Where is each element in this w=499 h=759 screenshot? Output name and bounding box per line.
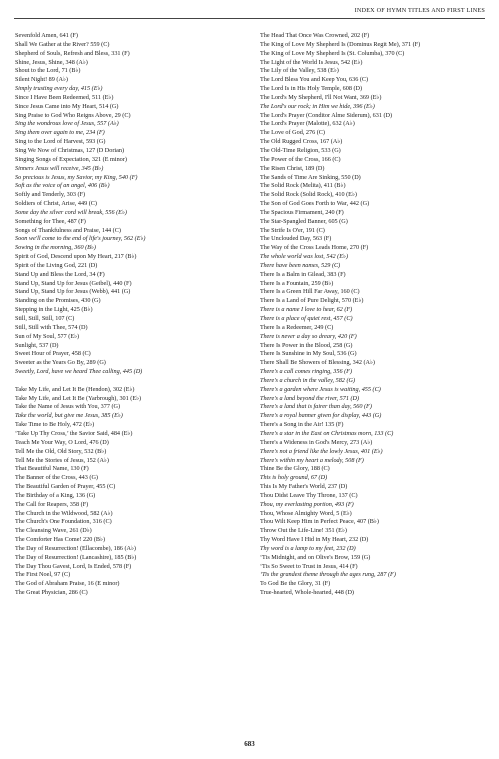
index-entry-title: Take My Life, and Let It Be (Yarbrough), 301 (E♭) [15,394,142,402]
index-entry-title: The Unclouded Day, 563 (F) [260,235,332,243]
index-entry-first-line: Sinners Jesus will receive, 345 (B♭) [15,164,104,172]
section-gap [15,377,240,386]
index-entry-title: Throw Out the Life-Line! 351 (E♭) [260,527,347,535]
index-entry-title: The Risen Christ, 189 (D) [260,164,325,172]
index-entry-title: ‘Tis Midnight, and on Olive's Brow, 159 (G) [260,553,371,561]
index-entry-title: Sing to the Lord of Harvest, 593 (G) [15,138,106,146]
running-header: INDEX OF HYMN TITLES AND FIRST LINES [354,7,485,14]
index-entry-first-line: There's a church in the valley, 582 (G) [260,376,356,384]
index-entry-first-line: There is never a day so dreary, 420 (F) [260,332,357,340]
index-entry-title: Songs of Thankfulness and Praise, 144 (C) [15,226,121,234]
index-entry-title: There Is Sunshine in My Soul, 536 (G) [260,350,357,358]
index-entry-title: Softly and Tenderly, 303 (F) [15,191,86,199]
index-entry-first-line: The Lord's our rock; in Him we hide, 396 (E♭) [260,102,375,110]
index-entry-title: Standing on the Promises, 430 (G) [15,297,101,305]
index-entry-title: The Beautiful Garden of Prayer, 455 (C) [15,483,116,491]
index-entry-first-line: There's a land beyond the river, 571 (D) [260,394,360,402]
index-entry-title: Sing We Now of Christmas, 127 (D Dorian) [15,146,125,154]
index-entry-title: Silent Night! 89 (A♭) [15,76,68,84]
index-column-left [15,32,240,598]
index-entry-title: Tell Me the Old, Old Story, 532 (B♭) [15,447,107,455]
index-entry-first-line: Sing the wondrous love of Jesus, 557 (A♭) [15,120,119,128]
index-entry-title: The Cleansing Wave, 261 (D♭) [15,527,92,535]
index-entry-title: Take the Name of Jesus with You, 377 (G) [15,403,121,411]
index-entry-title: Shout to the Lord, 71 (B♭) [15,67,81,75]
index-entry-title: The Love of God, 276 (C) [260,129,325,137]
index-entry-title: The Day of Resurrection! (Lancashire), 185 (B♭) [15,553,137,561]
index-entry-title: Stand Up, Stand Up for Jesus (Geibel), 440 (F) [15,279,132,287]
index-entry-title: Since I Have Been Redeemed, 511 (E♭) [15,93,114,101]
index-entry-title: The Great Physician, 286 (C) [15,589,88,597]
index-entry-first-line: There have been names, 529 (C) [260,261,341,269]
index-entry-title: The Light of the World Is Jesus, 542 (E♭) [260,58,363,66]
index-entry-title: There Shall Be Showers of Blessing, 342 (A♭) [260,359,375,367]
index-entry-title: Something for Thee, 487 (F) [15,217,86,225]
index-entry-title: The Lord's Prayer (Malotte), 632 (A♭) [260,120,355,128]
index-entry-title: That Beautiful Name, 130 (F) [15,465,89,473]
index-entry-title: The Banner of the Cross, 443 (G) [15,474,98,482]
index-entry-title: The Way of the Cross Leads Home, 270 (F) [260,244,369,252]
index-entry-title: Since Jesus Came into My Heart, 514 (G) [15,102,119,110]
index-entry-title: The Lord Bless You and Keep You, 636 (C) [260,76,369,84]
index-entry-title: There's a Wideness in God's Mercy, 273 (A♭) [260,438,373,446]
index-entry-title: Shine, Jesus, Shine, 348 (A♭) [15,58,88,66]
index-entry-first-line: So precious is Jesus, my Savior, my King, 540 (F) [15,173,138,181]
index-entry-title: There's a Song in the Air! 135 (F) [260,421,344,429]
index-entry-first-line: Thy word is a lamp to my feet, 232 (D) [260,544,356,552]
index-entry-first-line: Take the world, but give me Jesus, 385 (E♭) [15,412,123,420]
index-entry-title: Sweeter as the Years Go By, 289 (G) [15,359,106,367]
index-entry-title: The First Noel, 97 (C) [15,571,71,579]
index-column-right [260,32,485,598]
index-entry-title: Thy Word Have I Hid in My Heart, 232 (D) [260,536,369,544]
index-entry-title: Sing Praise to God Who Reigns Above, 29 (C) [15,111,131,119]
index-entry-first-line: Soft as the voice of an angel, 406 (B♭) [15,182,110,190]
index-entry-title: Thou Didst Leave Thy Throne, 137 (C) [260,491,358,499]
index-entry-title: The Sands of Time Are Sinking, 550 (D) [260,173,361,181]
index-entry-first-line: There is a place of quiet rest, 457 (C) [260,315,353,322]
index-entry-title: There Is Power in the Blood, 258 (G) [260,341,353,349]
index-entry-first-line: There's a garden where Jesus is waiting, 455 (C) [260,385,381,393]
index-entry-title: Sweet Hour of Prayer, 458 (C) [15,350,91,358]
index-entry-first-line: The whole world was lost, 542 (E♭) [260,253,348,261]
index-entry-title: There Is a Balm in Gilead, 383 (F) [260,270,346,278]
index-entry-title: The Call for Reapers, 358 (F) [15,500,89,508]
index-entry-title: The King of Love My Shepherd Is (St. Columba), 370 (C) [260,49,405,57]
index-entry-title: Tell Me the Stories of Jesus, 152 (A♭) [15,456,109,464]
index-entry-title: The Day of Resurrection! (Ellacombe), 186 (A♭) [15,544,136,552]
index-entry-title: The Head That Once Was Crowned, 202 (F) [260,32,370,39]
index-entry-title: This Is My Father's World, 237 (D) [260,483,348,491]
index-entry-title: Stand Up and Bless the Lord, 34 (F) [15,270,105,278]
index-entry-title: The Old Rugged Cross, 167 (A♭) [260,138,343,146]
index-entry-title: The Day Thou Gavest, Lord, Is Ended, 578 (F) [15,562,132,570]
index-entry-title: ‘Tis So Sweet to Trust in Jesus, 414 (F) [260,562,358,570]
index-entry-first-line: ‘Tis the grandest theme through the ages rung, 287 (F) [260,571,396,579]
header-rule [14,18,485,19]
index-entry-title: Thou, Whose Almighty Word, 5 (E♭) [260,509,352,517]
index-entry-title: There Is a Green Hill Far Away, 160 (C) [260,288,360,296]
index-entry-first-line: There's within my heart a melody, 508 (F) [260,456,364,464]
index-entry-title: The Lord's Prayer (Conditor Alme Siderum), 631 (D) [260,111,393,119]
index-entry-title: The Lord's My Shepherd, I'll Not Want, 369 (E♭) [260,93,382,101]
index-entry-title: Still, Still with Thee, 574 (D) [15,323,88,331]
index-entry-title: The Church in the Wildwood, 582 (A♭) [15,509,113,517]
index-entry-title: The Star-Spangled Banner, 605 (G) [260,217,348,225]
index-entry-first-line: There's a call comes ringing, 356 (F) [260,368,353,376]
index-entry-title: Thine Be the Glory, 188 (C) [260,465,330,473]
index-entry-title: Stand Up, Stand Up for Jesus (Webb), 441 (G) [15,288,131,296]
index-entry-title: The Comforter Has Come! 220 (B♭) [15,536,106,544]
index-entry-first-line: Thou, my everlasting portion, 493 (F) [260,500,354,508]
index-entry-title: Take My Life, and Let It Be (Hendon), 302 (E♭) [15,385,135,393]
index-entry-first-line: Some day the silver cord will break, 556 (E♭) [15,208,127,216]
index-entry-title: The Solid Rock (Melita), 411 (B♭) [260,182,346,190]
index-entry-title: ‘Take Up Thy Cross,’ the Savior Said, 484 (E♭) [15,429,133,437]
index-entry-first-line: There is a name I love to hear, 62 (F) [260,306,353,314]
index-entry-title: Take Time to Be Holy, 472 (E♭) [15,421,95,429]
index-entry-title: Sevenfold Amen, 641 (F) [15,32,78,39]
index-entry-title: Still, Still, Still, 107 (C) [15,315,75,322]
index-entry-title: There Is a Redeemer, 249 (C) [260,323,334,331]
index-entry-first-line: There's a land that is fairer than day, 560 (F) [260,403,372,411]
index-entry-title: There Is a Fountain, 259 (B♭) [260,279,334,287]
index-entry-first-line: There's a royal banner given for display, 443 (G) [260,412,382,420]
index-entry-title: Singing Songs of Expectation, 321 (E minor) [15,155,127,163]
index-entry-title: Shall We Gather at the River? 559 (C) [15,40,110,48]
index-entry-first-line: Soon we'll come to the end of life's journey, 562 (E♭) [15,235,146,243]
index-entry-title: Shepherd of Souls, Refresh and Bless, 331 (F) [15,49,130,57]
index-entry-title: True-hearted, Whole-hearted, 448 (D) [260,589,354,597]
index-entry-title: The Son of God Goes Forth to War, 442 (G) [260,200,370,208]
index-entry-title: Stepping in the Light, 425 (B♭) [15,306,93,314]
index-entry-first-line: This is holy ground, 67 (D) [260,474,328,482]
index-entry-title: The Church's One Foundation, 316 (C) [15,518,112,526]
index-entry-title: Sun of My Soul, 577 (E♭) [15,332,80,340]
index-entry-first-line: Sweetly, Lord, have we heard Thee calling, 445 (D) [15,368,143,376]
index-entry-title: The Lord Is in His Holy Temple, 608 (D) [260,85,363,93]
index-entry-title: There Is a Land of Pure Delight, 570 (E♭) [260,297,364,305]
index-entry-title: The Solid Rock (Solid Rock), 410 (E♭) [260,191,357,199]
index-entry-first-line: Sing them over again to me, 234 (F) [15,129,105,137]
index-entry-title: To God Be the Glory, 31 (F) [260,580,331,588]
index-entry-title: The Strife Is O'er, 191 (C) [260,226,325,234]
index-entry-title: Soldiers of Christ, Arise, 449 (C) [15,200,97,208]
page-number: 683 [244,740,255,748]
index-entry-title: The Birthday of a King, 136 (G) [15,491,96,499]
index-entry-first-line: There's not a friend like the lowly Jesus, 401 (E♭) [260,447,383,455]
index-entry-title: Teach Me Your Way, O Lord, 476 (D) [15,438,109,446]
index-entry-first-line: Simply trusting every day, 415 (E♭) [15,85,103,93]
index-entry-title: Spirit of the Living God, 221 (D) [15,261,98,269]
index-entry-title: Spirit of God, Descend upon My Heart, 217 (B♭) [15,253,137,261]
index-entry-title: The Lily of the Valley, 538 (E♭) [260,67,339,75]
index-entry-title: The Old-Time Religion, 533 (G) [260,146,341,154]
index-entry-first-line: Sowing in the morning, 360 (B♭) [15,244,96,252]
index-entry-title: The King of Love My Shepherd Is (Dominus Regit Me), 371 (F) [260,40,421,48]
index-entry-title: The God of Abraham Praise, 16 (E minor) [15,580,120,588]
index-entry-title: Thou Wilt Keep Him in Perfect Peace, 407 (B♭) [260,518,379,526]
index-entry-first-line: There's a star in the East on Christmas morn, 133 (C) [260,429,394,437]
index-entry-title: Sunlight, 537 (D) [15,341,59,349]
index-entry-title: The Power of the Cross, 166 (C) [260,155,341,163]
index-entry-title: The Spacious Firmament, 240 (F) [260,208,344,216]
